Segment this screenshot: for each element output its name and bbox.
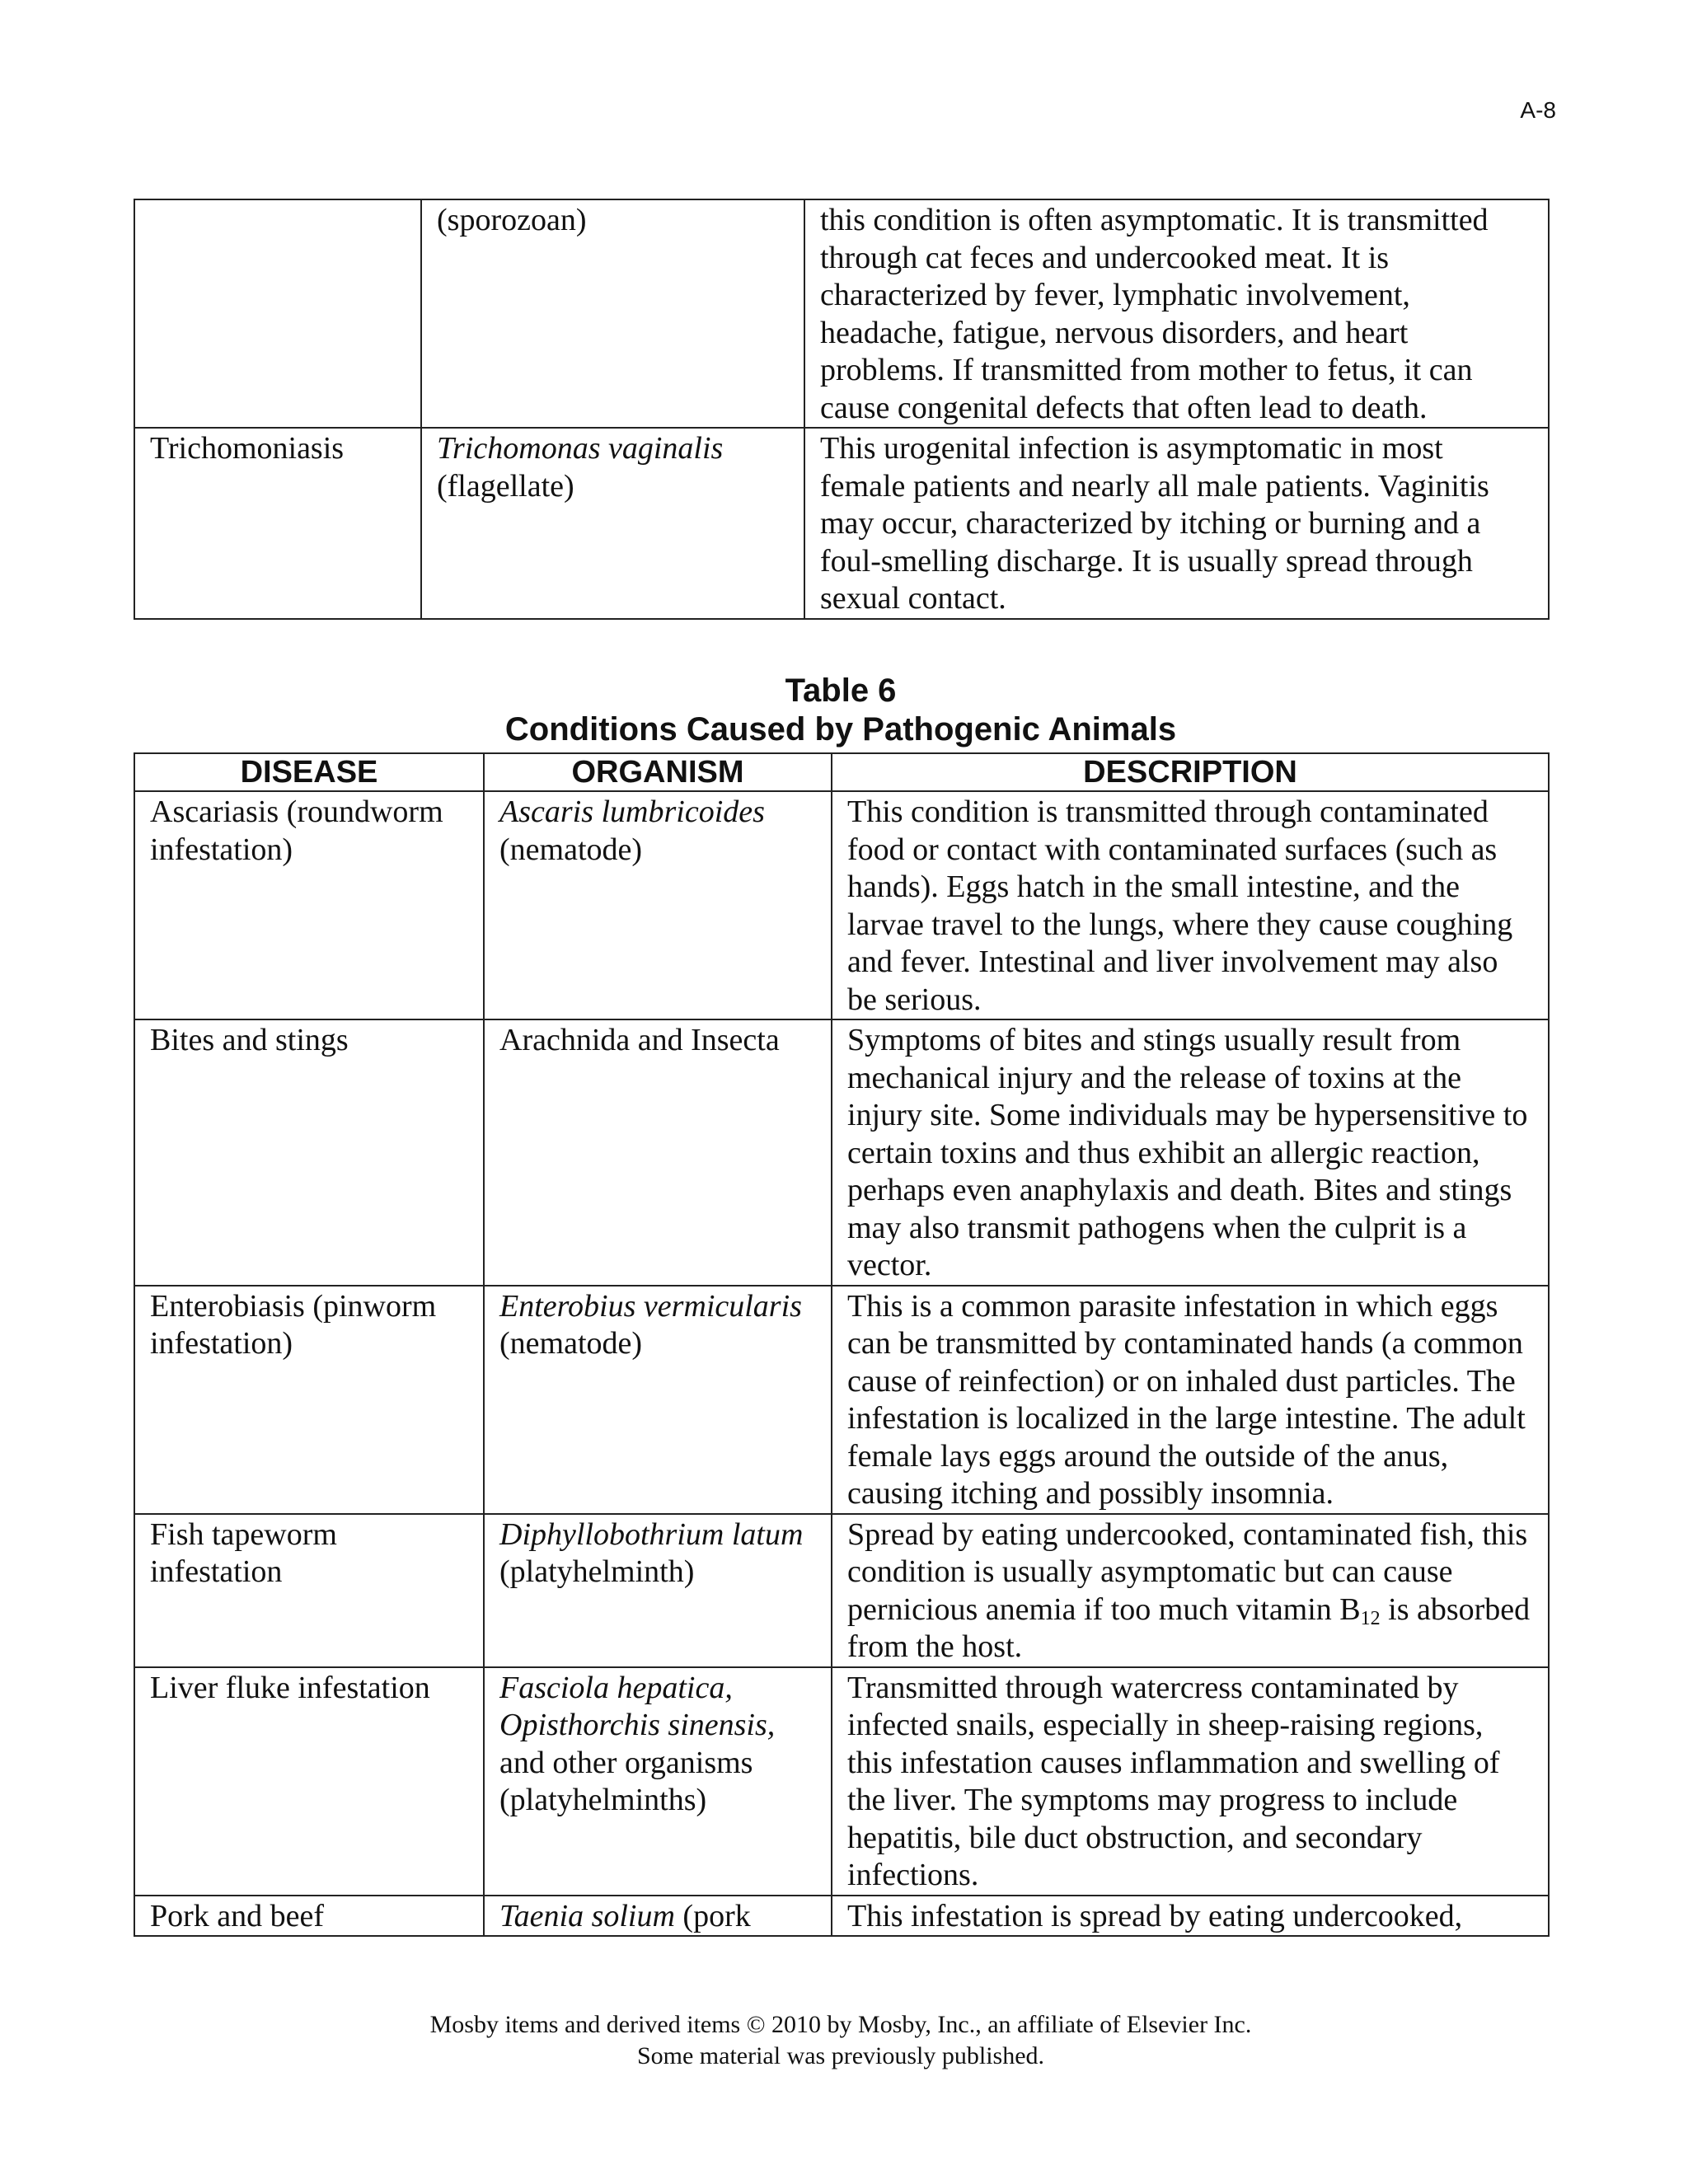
organism-name: Diphyllobothrium latum <box>499 1516 804 1552</box>
organism-name: Enterobius vermicularis <box>499 1288 802 1324</box>
organism-name: Fasciola hepatica, Opisthorchis sinensis, <box>499 1670 776 1742</box>
table-6 <box>134 752 1550 1937</box>
header-description: DESCRIPTION <box>832 753 1549 791</box>
table-label: Table 6 <box>785 673 897 709</box>
description-cell: Transmitted through watercress contaminated by infected snails, especially in sheep-raising regions, this infestation causes inflammation and swelling of the liver. The symptoms may progress to include hepatitis, bile duct obstruction, and secondary infections. <box>832 1667 1549 1896</box>
table-row <box>134 199 1549 428</box>
organism-cell <box>484 1667 832 1896</box>
disease-cell: Fish tapeworm infestation <box>134 1514 484 1667</box>
organism-type: (flagellate) <box>437 468 574 504</box>
organism-type: (pork <box>682 1898 751 1933</box>
description-cell: This infestation is spread by eating undercooked, <box>832 1896 1549 1937</box>
header-disease: DISEASE <box>134 753 484 791</box>
organism-cell <box>484 1514 832 1667</box>
organism-name: Taenia solium <box>499 1898 675 1933</box>
organism-cell <box>484 791 832 1019</box>
organism-type: Arachnida and Insecta <box>499 1023 780 1057</box>
organism-cell <box>484 1896 832 1937</box>
organism-type: (platyhelminth) <box>499 1554 695 1589</box>
organism-type: (nematode) <box>499 1326 643 1361</box>
publication-note: Some material was previously published. <box>636 2042 1045 2069</box>
table-title: Conditions Caused by Pathogenic Animals <box>504 711 1177 748</box>
header-organism: ORGANISM <box>484 753 832 791</box>
page-number: A-8 <box>1520 97 1556 123</box>
organism-cell <box>484 1019 832 1286</box>
disease-cell: Pork and beef <box>134 1896 484 1937</box>
vitamin-subscript: 12 <box>1360 1607 1381 1629</box>
description-cell: This condition is transmitted through contaminated food or contact with contaminated surfaces (such as hands). Eggs hatch in the small intestine, and the larvae travel to the lungs, where they cause coughing and fever. Intestinal and liver involvement may also be serious. <box>832 791 1549 1019</box>
description-cell: This is a common parasite infestation in which eggs can be transmitted by contaminated hands (a common cause of reinfection) or on inhaled dust particles. The infestation is localized in the large intestine. The adult female lays eggs around the outside of the anus, causing itching and possibly insomnia. <box>832 1286 1549 1514</box>
table-row <box>134 791 1549 1019</box>
description-cell: this condition is often asymptomatic. It is transmitted through cat feces and undercooked meat. It is characterized by fever, lymphatic involvement, headache, fatigue, nervous disorders, and heart problems. If transmitted from mother to fetus, it can cause congenital defects that often lead to death. <box>804 199 1549 428</box>
description-cell: Symptoms of bites and stings usually result from mechanical injury and the release of toxins at the injury site. Some individuals may be hypersensitive to certain toxins and thus exhibit an allergic reaction, perhaps even anaphylaxis and death. Bites and stings may also transmit pathogens when the culprit is a vector. <box>832 1019 1549 1286</box>
disease-cell <box>134 199 421 428</box>
table-header-row <box>134 753 1549 791</box>
organism-type: (nematode) <box>499 832 643 867</box>
disease-cell: Ascariasis (roundworm infestation) <box>134 791 484 1019</box>
table-row <box>134 1667 1549 1896</box>
table-row <box>134 1019 1549 1286</box>
disease-cell: Trichomoniasis <box>134 428 421 619</box>
description-cell <box>832 1514 1549 1667</box>
description-text: Spread by eating undercooked, contaminated fish, this condition is usually asymptomatic but can cause pernicious anemia if too much vitamin B <box>847 1516 1528 1627</box>
table-row <box>134 1514 1549 1667</box>
disease-cell: Bites and stings <box>134 1019 484 1286</box>
organism-type: and other organisms (platyhelminths) <box>499 1745 753 1817</box>
table-row <box>134 1896 1549 1937</box>
table-row <box>134 1286 1549 1514</box>
organism-cell <box>421 199 804 428</box>
description-text: is absorbed from the host. <box>847 1591 1531 1664</box>
organism-cell <box>421 428 804 619</box>
organism-name: Trichomonas vaginalis <box>437 431 724 466</box>
disease-cell: Liver fluke infestation <box>134 1667 484 1896</box>
organism-cell <box>484 1286 832 1514</box>
organism-name: Ascaris lumbricoides <box>499 794 765 829</box>
organism-type: (sporozoan) <box>437 203 587 237</box>
disease-cell: Enterobiasis (pinworm infestation) <box>134 1286 484 1514</box>
table-row <box>134 428 1549 619</box>
description-cell: This urogenital infection is asymptomatic in most female patients and nearly all male patients. Vaginitis may occur, characterized by itching or burning and a foul-smelling discharge. It is usually spread through sexual contact. <box>804 428 1549 619</box>
continued-table <box>134 199 1550 620</box>
copyright-notice: Mosby items and derived items © 2010 by Mosby, Inc., an affiliate of Elsevier Inc. <box>429 2011 1252 2038</box>
